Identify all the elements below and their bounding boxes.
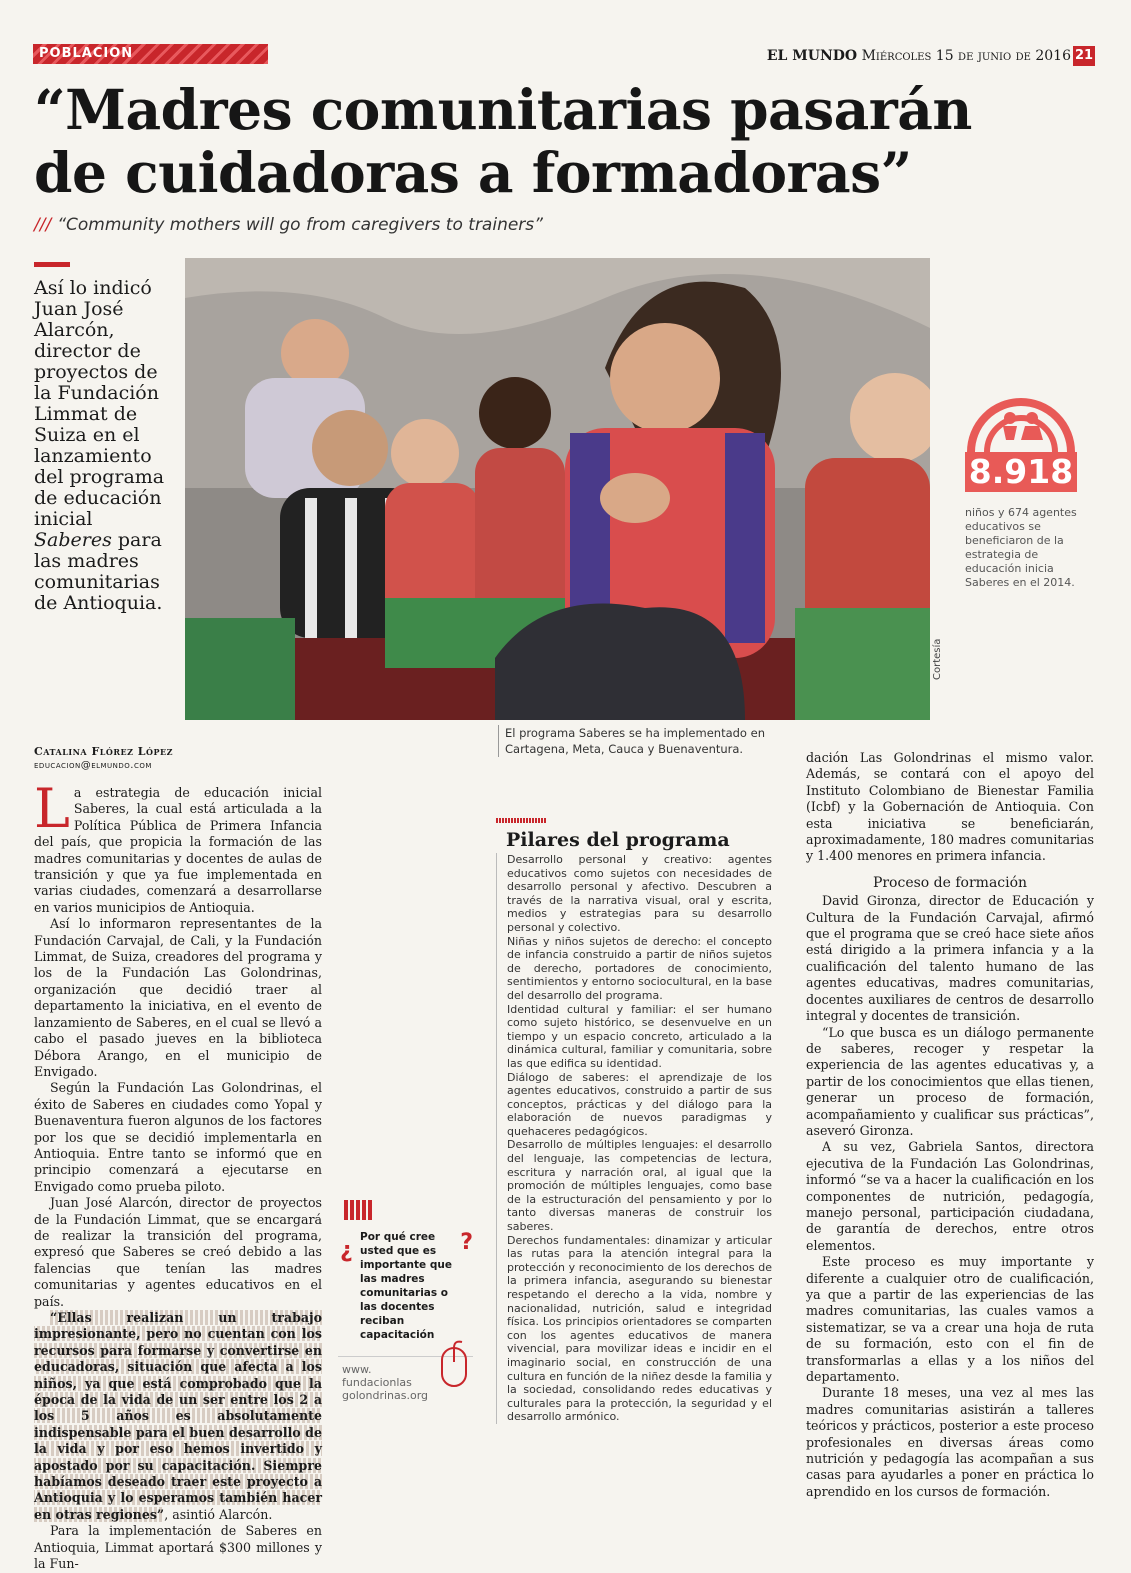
page-number: 21 — [1073, 46, 1095, 66]
body-paragraph: dación Las Golondrinas el mismo valor. Además, se contará con el apoyo del Instituto Colombiano de Bienestar Familia (Icbf) y la Gobernación de Antioquia. Con esta iniciativa se beneficiarán, aproximadamente, 180 madres comunitarias y 1.400 menores en primera infancia. — [806, 750, 1094, 864]
poll-question-box — [338, 1220, 473, 1352]
body-paragraph: Durante 18 meses, una vez al mes las madres comunitarias asistirán a talleres teóricos y prácticos, posterior a este proceso profesionales en diversas áreas como nutrición y pedagogía las acompañan a sus casas para ayudarles a poner en práctica lo aprendido en los cursos de formación. — [806, 1385, 1094, 1499]
body-column-3 — [806, 750, 1094, 1500]
issue-date: Miércoles 15 de junio de 2016 — [861, 48, 1071, 64]
newspaper-name: EL MUNDO — [766, 48, 858, 64]
lead-text-end: para las madres comunitarias de Antioquia. — [34, 529, 163, 614]
section-label: POBLACION — [39, 46, 134, 61]
lead-paragraph — [34, 278, 174, 614]
body-paragraph: David Gironza, director de Educación y Cultura de la Fundación Carvajal, afirmó que el programa que se creó hace siete años está dirigido a la primera infancia y a la cualificación del talento humano de las agentes educativas, madres comunitarias, docentes auxiliares de centros de desarrollo integral y docentes de transición. — [806, 893, 1094, 1024]
headline-line-2: de cuidadoras a formadoras” — [34, 140, 912, 205]
body-paragraph: a estrategia de educación inicial Saberes, la cual está articulada a la Política Pública de Primera Infancia del país, que propicia la formación de las madres comunitarias y docentes de aulas de transición y que ya fue implementada en varias ciudades, comenzará a desarrollarse en varios municipios de Antioquia. — [34, 785, 322, 915]
author-name: Catalina Flórez López — [34, 745, 173, 758]
section-banner — [33, 44, 268, 64]
pilar-item: Derechos fundamentales: dinamizar y articular las rutas para la atención integral para la protección y reconocimiento de los derechos de la primera infancia, asegurando su bienestar respetando el derecho a la vida, nombre y nacionalidad, nutrición, salud e integridad física. Los principios orientadores se comparten con los agentes educativos de manera vivencial, para movilizar ideas e incidir en el imaginario social, en construcción de una cultura en función de la niñez desde la familia y la sociedad, consolidando redes educativas y culturales para la protección, la seguridad y el desarrollo armónico. — [507, 1233, 772, 1424]
quote-paragraph — [34, 1310, 322, 1523]
pilar-item: Desarrollo personal y creativo: agentes educativos como sujetos con necesidades de desarrollo personal y afectivo. Descubren a través de la narrativa visual, oral y escrita, medios y estrategias para su desarrollo personal y colectivo. — [507, 853, 772, 934]
pilar-item: Diálogo de saberes: el aprendizaje de los agentes educativos, construido a partir de sus conceptos, prácticas y del diálogo para la elaboración de nuevos paradigmas y quehaceres pedagógicos. — [507, 1070, 772, 1138]
photo-caption: El programa Saberes se ha implementado en Cartagena, Meta, Cauca y Buenaventura. — [498, 725, 805, 757]
subheadline-text: “Community mothers will go from caregivers to trainers” — [57, 215, 543, 235]
author-email: educacion@elmundo.com — [34, 760, 152, 771]
section-subhead: Proceso de formación — [872, 874, 1028, 891]
lead-program-name: Saberes — [34, 529, 112, 551]
lead-accent-bar — [34, 262, 70, 267]
headline — [34, 78, 1094, 204]
poll-bars-icon — [344, 1200, 374, 1220]
poll-url[interactable]: www. fundacionlas golondrinas.org — [342, 1363, 429, 1402]
pilares-sidebar — [496, 818, 778, 1424]
body-paragraph: Así lo informaron representantes de la Fundación Carvajal, de Cali, y la Fundación Limmat, de Suiza, creadores del programa y los de la Fundación Las Golondrinas, organización que decidió traer al departamento la iniciativa, en el evento de lanzamiento de Saberes, en el cual se llevó a cabo el pasado jueves en la biblioteca Débora Arango, en el municipio de Envigado. — [34, 916, 322, 1079]
poll-question: Por qué cree usted que es importante que las madres comunitarias o las docentes reciban capacitación — [360, 1231, 452, 1341]
body-column-1 — [34, 777, 322, 1573]
body-paragraph: Según la Fundación Las Golondrinas, el éxito de Saberes en ciudades como Yopal y Buenaventura fueron algunos de los factores por los que se decidió implementarla en Antioquia. Entre tanto se informó que en principio comenzará a ejecutarse en Envigado como prueba piloto. — [34, 1080, 322, 1194]
highlighted-quote: “Ellas realizan un trabajo impresionante, pero no cuentan con los recursos para formarse y convertirse en educadoras, situación que afecta a los niños, ya que está comprobado que la época de la vida de un ser entre los 2 a los 5 años es absolutamente indispensable para el buen desarrollo de la vida y por eso hemos invertido y apostado por su capacitación. Siempre habíamos deseado traer este proyecto a Antioquia y lo esperamos también hacer en otras regiones” — [34, 1310, 322, 1522]
body-paragraph: A su vez, Gabriela Santos, directora ejecutiva de la Fundación Las Golondrinas, informó “se va a hacer la cualificación en los componentes de nutrición, pedagogía, manejo personal, participación ciudadana, de garantía de derechos, entre otros elementos. — [806, 1139, 1094, 1253]
quote-attribution: , asintió Alarcón. — [164, 1506, 273, 1522]
drop-cap: L — [34, 777, 70, 840]
pilares-title: Pilares del programa — [506, 829, 730, 851]
photo-credit: Cortesía — [932, 638, 943, 680]
body-paragraph: “Lo que busca es un diálogo permanente de saberes, recoger y respetar la experiencia de las agentes educativas y, a partir de los conocimientos que ellas tienen, generar un proceso de formación, acompañamiento y cualificar sus prácticas”, aseveró Gironza. — [806, 1024, 1094, 1138]
photo-illustration — [185, 258, 930, 720]
stat-number: 8.918 — [965, 452, 1077, 492]
subheadline — [34, 215, 543, 235]
stat-description: niños y 674 agentes educativos se beneficiaron de la estrategia de educación inicia Saberes en el 2014. — [965, 506, 1077, 589]
pilar-item: Identidad cultural y familiar: el ser humano como sujeto histórico, se desenvuelve en un tiempo y un espacio concreto, articulado a la dinámica cultural, familiar y comunitaria, sobre las que edifica su identidad. — [507, 1002, 772, 1070]
pilar-item: Niñas y niños sujetos de derecho: el concepto de infancia construido a partir de niños sujetos de derecho, portadores de conocimiento, sentimientos y entorno sociocultural, en la base del desarrollo del programa. — [507, 934, 772, 1002]
mouse-icon — [440, 1340, 468, 1392]
body-paragraph: Este proceso es muy importante y diferente a cualquier otro de cualificación, ya que a partir de las experiencias de las madres comunitarias, las cuales vamos a sistematizar, se va a crear una hoja de ruta de su formación, esto con el fin de transformarlas a ellas y a los niños del departamento. — [806, 1254, 1094, 1385]
body-paragraph: Para la implementación de Saberes en Antioquia, Limmat aportará $300 millones y la Fun- — [34, 1523, 322, 1572]
masthead — [767, 48, 1071, 64]
article-photo — [185, 258, 930, 720]
close-question-mark: ? — [460, 1230, 473, 1255]
pilares-list — [496, 853, 778, 1424]
open-question-mark: ¿ — [340, 1238, 353, 1263]
body-paragraph: Juan José Alarcón, director de proyectos de la Fundación Limmat, que se encargará de realizar la transición del programa, expresó que Saberes se creó debido a las falencias que tenían las madres comunitarias y agentes educativos en el país. — [34, 1195, 322, 1309]
pilares-accent — [496, 818, 546, 823]
pilar-item: Desarrollo de múltiples lenguajes: el desarrollo del lenguaje, las competencias de lectura, escritura y narración oral, al igual que la promoción de múltiples lenguajes, como base de la estructuración del pensamiento y por lo tanto diversas maneras de construir los saberes. — [507, 1138, 772, 1234]
headline-line-1: “Madres comunitarias pasarán — [34, 77, 972, 142]
children-stat-icon — [965, 370, 1077, 456]
slash-icon: /// — [34, 215, 52, 235]
lead-text: Así lo indicó Juan José Alarcón, director de proyectos de la Fundación Limmat de Suiza en el lanzamiento del programa de educación inicial — [34, 277, 165, 530]
